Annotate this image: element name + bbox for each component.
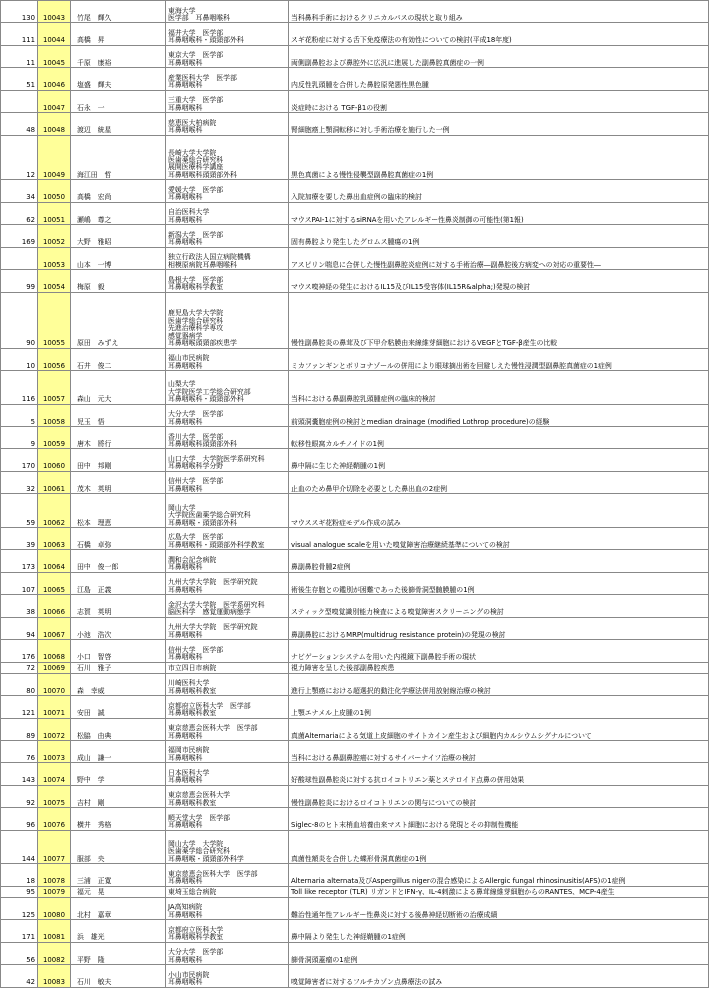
- affiliation: JA高知病院 耳鼻咽喉科: [166, 897, 289, 919]
- table-row: [1, 920, 709, 942]
- paper-title: 上顎エナメル上皮腫の1例: [289, 696, 709, 718]
- row-number: 39: [1, 527, 38, 549]
- abstract-id: 10075: [38, 785, 71, 807]
- table-body: [1, 1, 709, 988]
- table-row: [1, 247, 709, 269]
- author-name: 唐木 將行: [71, 427, 166, 449]
- author-name: 海江田 哲: [71, 135, 166, 180]
- paper-title: 両側副鼻腔および鼻腔外に広汎に進展した副鼻腔真菌症の一例: [289, 45, 709, 67]
- affiliation: 岡山大学 大学院 医歯薬学総合研究科 耳鼻咽喉・頭頸部外科学: [166, 830, 289, 864]
- row-number: 62: [1, 202, 38, 224]
- paper-title: 鼻副鼻腔におけるMRP(multidrug resistance protein)の発現の検討: [289, 617, 709, 639]
- affiliation: 金沢大学大学院 医学系研究科 脳医科学 感覚運動病態学: [166, 595, 289, 617]
- table-row: [1, 494, 709, 528]
- author-name: 福元 晃: [71, 886, 166, 897]
- abstract-id: 10052: [38, 225, 71, 247]
- row-number: 72: [1, 662, 38, 673]
- author-name: 三浦 正寛: [71, 864, 166, 886]
- author-name: 森山 元大: [71, 371, 166, 405]
- table-row: [1, 673, 709, 695]
- author-name: 小口 智啓: [71, 640, 166, 662]
- paper-title: 進行上顎癌における超選択的動注化学療法併用放射線治療の検討: [289, 673, 709, 695]
- author-name: 横井 秀格: [71, 808, 166, 830]
- author-name: 松脇 由典: [71, 718, 166, 740]
- affiliation: 香川大学 医学部 耳鼻咽喉科頭頸部外科: [166, 427, 289, 449]
- abstract-id: 10055: [38, 292, 71, 348]
- table-row: [1, 572, 709, 594]
- affiliation: 岡山大学 大学院医歯薬学総合研究科 耳鼻咽喉・頭頸部外科: [166, 494, 289, 528]
- row-number: 32: [1, 471, 38, 493]
- affiliation: 三重大学 医学部 耳鼻咽喉科: [166, 90, 289, 112]
- row-number: 176: [1, 640, 38, 662]
- author-name: 田中 俊一郎: [71, 550, 166, 572]
- author-name: 塩盛 輝夫: [71, 68, 166, 90]
- abstract-id: 10063: [38, 527, 71, 549]
- affiliation: 愛媛大学 医学部 耳鼻咽喉科: [166, 180, 289, 202]
- row-number: 92: [1, 785, 38, 807]
- affiliation: 市立四日市病院: [166, 662, 289, 673]
- author-name: 江島 正義: [71, 572, 166, 594]
- paper-title: 内反性乳頭腫を合併した鼻腔原発悪性黒色腫: [289, 68, 709, 90]
- affiliation: 産業医科大学 医学部 耳鼻咽喉科: [166, 68, 289, 90]
- table-row: [1, 897, 709, 919]
- affiliation: 大分大学 医学部 耳鼻咽喉科: [166, 404, 289, 426]
- affiliation: 東京慈恵会医科大学 耳鼻咽喉科教室: [166, 785, 289, 807]
- table-row: [1, 225, 709, 247]
- table-row: [1, 550, 709, 572]
- author-name: 梅原 毅: [71, 270, 166, 292]
- row-number: 38: [1, 595, 38, 617]
- author-name: 竹尾 輝久: [71, 1, 166, 23]
- affiliation: 独立行政法人国立病院機構 相模原病院耳鼻咽喉科: [166, 247, 289, 269]
- abstract-id: 10066: [38, 595, 71, 617]
- abstract-id: 10068: [38, 640, 71, 662]
- abstract-id: 10080: [38, 897, 71, 919]
- abstract-id: 10057: [38, 371, 71, 405]
- table-row: [1, 595, 709, 617]
- table-row: [1, 763, 709, 785]
- row-number: 99: [1, 270, 38, 292]
- affiliation: 京都府立医科大学 医学部 耳鼻咽喉科教室: [166, 696, 289, 718]
- abstract-id: 10045: [38, 45, 71, 67]
- row-number: 94: [1, 617, 38, 639]
- row-number: 144: [1, 830, 38, 864]
- abstract-id: 10051: [38, 202, 71, 224]
- row-number: 143: [1, 763, 38, 785]
- abstract-id: 10074: [38, 763, 71, 785]
- author-name: 田中 邦剛: [71, 449, 166, 471]
- paper-title: 術後生存胞との鑑別が困難であった後篩骨洞型髄膜腫の1例: [289, 572, 709, 594]
- table-row: [1, 965, 709, 987]
- paper-title: スギ花粉症に対する舌下免疫療法の有効性についての検討(平成18年度): [289, 23, 709, 45]
- paper-title: マウス嗅神経の発生におけるIL15及びIL15受容体(IL15R&alpha;)発現の検討: [289, 270, 709, 292]
- author-name: 森 幸威: [71, 673, 166, 695]
- row-number: 51: [1, 68, 38, 90]
- table-row: [1, 662, 709, 673]
- author-name: 高橋 昇: [71, 23, 166, 45]
- abstract-id: 10071: [38, 696, 71, 718]
- paper-title: 鼻中隔に生じた神経鞘腫の1例: [289, 449, 709, 471]
- affiliation: 福井大学 医学部 耳鼻咽喉科・頭頸部外科: [166, 23, 289, 45]
- table-row: [1, 270, 709, 292]
- row-number: 89: [1, 718, 38, 740]
- author-name: 石橋 卓弥: [71, 527, 166, 549]
- table-row: [1, 617, 709, 639]
- row-number: 48: [1, 113, 38, 135]
- table-row: [1, 202, 709, 224]
- affiliation: 潤和会記念病院 耳鼻咽喉科: [166, 550, 289, 572]
- affiliation: 鹿児島大学大学院 医歯学総合研究科 先進治療科学専攻 感覚器病学 耳鼻咽喉頭頸部疾患学: [166, 292, 289, 348]
- affiliation: 広島大学 医学部 耳鼻咽喉科・頭頸部外科学教室: [166, 527, 289, 549]
- paper-title: 慢性副鼻腔炎の鼻茸及び下甲介粘膜由来線維芽細胞におけるVEGFとTGF-β産生の比較: [289, 292, 709, 348]
- paper-title: Siglec-8のヒト末梢血培養由来マスト細胞における発現とその抑制性機能: [289, 808, 709, 830]
- paper-title: 鼻中隔より発生した神経鞘腫の1症例: [289, 920, 709, 942]
- paper-title: 止血のため鼻甲介切除を必要とした鼻出血の2症例: [289, 471, 709, 493]
- author-name: 服部 央: [71, 830, 166, 864]
- row-number: 18: [1, 864, 38, 886]
- table-row: [1, 471, 709, 493]
- row-number: 130: [1, 1, 38, 23]
- paper-title: 当科における鼻副鼻腔癌に対するサイバーナイフ治療の検討: [289, 740, 709, 762]
- author-name: 小池 浩次: [71, 617, 166, 639]
- paper-title: スティック型嗅覚識別能力検査による嗅覚障害スクリーニングの検討: [289, 595, 709, 617]
- table-row: [1, 90, 709, 112]
- table-row: [1, 1, 709, 23]
- affiliation: 小山市民病院 耳鼻咽喉科: [166, 965, 289, 987]
- abstract-id: 10056: [38, 348, 71, 370]
- author-name: 石井 俊二: [71, 348, 166, 370]
- row-number: 107: [1, 572, 38, 594]
- author-name: 石川 敏夫: [71, 965, 166, 987]
- table-row: [1, 68, 709, 90]
- author-name: 石川 雅子: [71, 662, 166, 673]
- table-row: [1, 449, 709, 471]
- affiliation: 日本医科大学 耳鼻咽喉科: [166, 763, 289, 785]
- affiliation: 福山市民病院 耳鼻咽喉科: [166, 348, 289, 370]
- abstract-id: 10067: [38, 617, 71, 639]
- paper-title: 視力障害を呈した後部副鼻腔疾患: [289, 662, 709, 673]
- row-number: 11: [1, 45, 38, 67]
- row-number: 121: [1, 696, 38, 718]
- table-row: [1, 740, 709, 762]
- abstract-id: 10053: [38, 247, 71, 269]
- paper-title: 鼻副鼻腔骨腫2症例: [289, 550, 709, 572]
- paper-title: アスピリン喘息に合併した慢性副鼻腔炎症例に対する手術治療―副鼻腔後方病変への対応の重要性―: [289, 247, 709, 269]
- table-row: [1, 942, 709, 964]
- affiliation: 信州大学 医学部 耳鼻咽喉科: [166, 640, 289, 662]
- table-row: [1, 864, 709, 886]
- row-number: 59: [1, 494, 38, 528]
- abstract-id: 10047: [38, 90, 71, 112]
- row-number: 42: [1, 965, 38, 987]
- author-name: 千原 康裕: [71, 45, 166, 67]
- paper-title: 転移性眼窩カルチノイドの1例: [289, 427, 709, 449]
- row-number: 76: [1, 740, 38, 762]
- author-name: 平野 隆: [71, 942, 166, 964]
- paper-title: 難治性通年性アレルギー性鼻炎に対する後鼻神経切断術の治療成績: [289, 897, 709, 919]
- row-number: 56: [1, 942, 38, 964]
- row-number: 125: [1, 897, 38, 919]
- table-row: [1, 371, 709, 405]
- abstract-id: 10043: [38, 1, 71, 23]
- abstract-id: 10059: [38, 427, 71, 449]
- abstract-id: 10065: [38, 572, 71, 594]
- author-name: 松本 理恵: [71, 494, 166, 528]
- abstract-id: 10083: [38, 965, 71, 987]
- affiliation: 福岡市民病院 耳鼻咽喉科: [166, 740, 289, 762]
- author-name: 野中 学: [71, 763, 166, 785]
- table-row: [1, 348, 709, 370]
- row-number: 95: [1, 886, 38, 897]
- abstract-id: 10049: [38, 135, 71, 180]
- abstract-id: 10061: [38, 471, 71, 493]
- table-row: [1, 23, 709, 45]
- author-name: 浜 雄光: [71, 920, 166, 942]
- abstract-id: 10077: [38, 830, 71, 864]
- affiliation: 自治医科大学 耳鼻咽喉科: [166, 202, 289, 224]
- affiliation: 東京大学 医学部 耳鼻咽喉科: [166, 45, 289, 67]
- affiliation: 大分大学 医学部 耳鼻咽喉科: [166, 942, 289, 964]
- paper-title: 入院加療を要した鼻出血症例の臨床的検討: [289, 180, 709, 202]
- table-row: [1, 427, 709, 449]
- paper-title: 固有鼻腔より発生したグロムス腫瘍の1例: [289, 225, 709, 247]
- paper-title: ミカファンギンとボリコナゾールの併用により眼球摘出術を回避しえた慢性浸潤型副鼻腔真菌症の1症例: [289, 348, 709, 370]
- author-name: 志賀 英明: [71, 595, 166, 617]
- paper-title: 嗅覚障害者に対するフルチカゾン点鼻療法の試み: [289, 965, 709, 987]
- row-number: 9: [1, 427, 38, 449]
- paper-title: 慢性副鼻腔炎におけるロイコトリエンの関与についての検討: [289, 785, 709, 807]
- paper-title: 炎症時における TGF-β1の役割: [289, 90, 709, 112]
- paper-title: 篩骨洞頭蓋瘤の1症例: [289, 942, 709, 964]
- table-row: [1, 886, 709, 897]
- abstract-id: 10048: [38, 113, 71, 135]
- author-name: 児玉 悟: [71, 404, 166, 426]
- affiliation: 新潟大学 医学部 耳鼻咽喉科: [166, 225, 289, 247]
- affiliation: 山梨大学 大学院医学工学総合研究部 耳鼻咽喉科・頭頸部外科: [166, 371, 289, 405]
- affiliation: 信州大学 医学部 耳鼻咽喉科: [166, 471, 289, 493]
- row-number: [1, 90, 38, 112]
- author-name: 高橋 宏尚: [71, 180, 166, 202]
- author-name: 吉村 剛: [71, 785, 166, 807]
- paper-title: マウスPAI-1に対するsiRNAを用いたアレルギー性鼻炎制御の可能性(第1報): [289, 202, 709, 224]
- abstract-id: 10044: [38, 23, 71, 45]
- row-number: [1, 247, 38, 269]
- author-name: 大野 雅昭: [71, 225, 166, 247]
- row-number: 5: [1, 404, 38, 426]
- abstract-id: 10058: [38, 404, 71, 426]
- author-name: 瀬嶋 尊之: [71, 202, 166, 224]
- affiliation: 東京慈恵会医科大学 医学部 耳鼻咽喉科: [166, 864, 289, 886]
- affiliation: 山口大学 大学院医学系研究科 耳鼻咽喉科学分野: [166, 449, 289, 471]
- paper-title: ナビゲーションシステムを用いた内視鏡下副鼻腔手術の現状: [289, 640, 709, 662]
- abstract-id: 10073: [38, 740, 71, 762]
- abstract-id: 10072: [38, 718, 71, 740]
- table-row: [1, 830, 709, 864]
- abstract-id: 10054: [38, 270, 71, 292]
- paper-title: 当科における鼻副鼻腔乳頭腫症例の臨床的検討: [289, 371, 709, 405]
- paper-title: Toll like receptor (TLR) リガンドとIFN-γ、IL-4刺激による鼻茸線維芽細胞からのRANTES、MCP-4産生: [289, 886, 709, 897]
- row-number: 12: [1, 135, 38, 180]
- author-name: 北村 嘉章: [71, 897, 166, 919]
- paper-title: 真菌性額炎を合併した蝶形骨洞真菌症の1例: [289, 830, 709, 864]
- table-row: [1, 45, 709, 67]
- table-row: [1, 696, 709, 718]
- paper-title: 黒色真菌による慢性侵襲型副鼻腔真菌症の1例: [289, 135, 709, 180]
- row-number: 111: [1, 23, 38, 45]
- abstract-id: 10069: [38, 662, 71, 673]
- affiliation: 川崎医科大学 耳鼻咽喉科教室: [166, 673, 289, 695]
- row-number: 170: [1, 449, 38, 471]
- table-row: [1, 785, 709, 807]
- paper-title: 好酸球性副鼻腔炎に対する抗ロイコトリエン薬とステロイド点鼻の併用効果: [289, 763, 709, 785]
- author-name: 原田 みずえ: [71, 292, 166, 348]
- table-row: [1, 808, 709, 830]
- author-name: 石永 一: [71, 90, 166, 112]
- abstract-id: 10079: [38, 886, 71, 897]
- abstract-id: 10076: [38, 808, 71, 830]
- author-name: 成山 謙一: [71, 740, 166, 762]
- table-row: [1, 180, 709, 202]
- abstract-id: 10082: [38, 942, 71, 964]
- affiliation: 島根大学 医学部 耳鼻咽喉科学教室: [166, 270, 289, 292]
- affiliation: 順天堂大学 医学部 耳鼻咽喉科: [166, 808, 289, 830]
- row-number: 34: [1, 180, 38, 202]
- table-row: [1, 718, 709, 740]
- abstract-id: 10050: [38, 180, 71, 202]
- affiliation: 京都府立医科大学 耳鼻咽喉科学教室: [166, 920, 289, 942]
- table-row: [1, 292, 709, 348]
- paper-title: 腎細胞癌上顎洞転移に対し手術治療を施行した一例: [289, 113, 709, 135]
- row-number: 90: [1, 292, 38, 348]
- table-row: [1, 640, 709, 662]
- table-row: [1, 113, 709, 135]
- abstract-id: 10078: [38, 864, 71, 886]
- paper-title: 前頭洞嚢胞症例の検討とmedian drainage (modified Lothrop procedure)の経験: [289, 404, 709, 426]
- author-name: 茂木 英明: [71, 471, 166, 493]
- affiliation: 九州大学大学院 医学研究院 耳鼻咽喉科: [166, 572, 289, 594]
- author-name: 山本 一博: [71, 247, 166, 269]
- paper-title: Alternaria alternata及びAspergillus nigerの混合感染によるAllergic fungal rhinosinusitis(AFS)の1症例: [289, 864, 709, 886]
- row-number: 116: [1, 371, 38, 405]
- abstract-id: 10081: [38, 920, 71, 942]
- paper-title: 当科鼻科手術におけるクリニカルパスの現状と取り組み: [289, 1, 709, 23]
- affiliation: 慈恵医大柏病院 耳鼻咽喉科: [166, 113, 289, 135]
- affiliation: 東埼玉総合病院: [166, 886, 289, 897]
- row-number: 171: [1, 920, 38, 942]
- affiliation: 長崎大学大学院 医歯薬総合研究科 展開医療科学講座 耳鼻咽喉科頭頸部外科: [166, 135, 289, 180]
- row-number: 173: [1, 550, 38, 572]
- affiliation: 東京慈恵会医科大学 医学部 耳鼻咽喉科: [166, 718, 289, 740]
- paper-title: visual analogue scaleを用いた嗅覚障害治療継続基準についての検討: [289, 527, 709, 549]
- affiliation: 九州大学大学院 医学研究院 耳鼻咽喉科: [166, 617, 289, 639]
- author-name: 安田 誠: [71, 696, 166, 718]
- abstract-id: 10064: [38, 550, 71, 572]
- row-number: 80: [1, 673, 38, 695]
- row-number: 169: [1, 225, 38, 247]
- row-number: 96: [1, 808, 38, 830]
- abstract-id: 10070: [38, 673, 71, 695]
- affiliation: 東海大学 医学部 耳鼻咽喉科: [166, 1, 289, 23]
- abstract-id: 10062: [38, 494, 71, 528]
- paper-title: マウススギ花粉症モデル作成の試み: [289, 494, 709, 528]
- table-row: [1, 135, 709, 180]
- abstract-id: 10060: [38, 449, 71, 471]
- author-name: 渡辺 統星: [71, 113, 166, 135]
- row-number: 10: [1, 348, 38, 370]
- abstract-id: 10046: [38, 68, 71, 90]
- paper-title: 真菌Alternariaによる気道上皮細胞のサイトカイン産生および細胞内カルシウムシグナルについて: [289, 718, 709, 740]
- table-row: [1, 404, 709, 426]
- table-row: [1, 527, 709, 549]
